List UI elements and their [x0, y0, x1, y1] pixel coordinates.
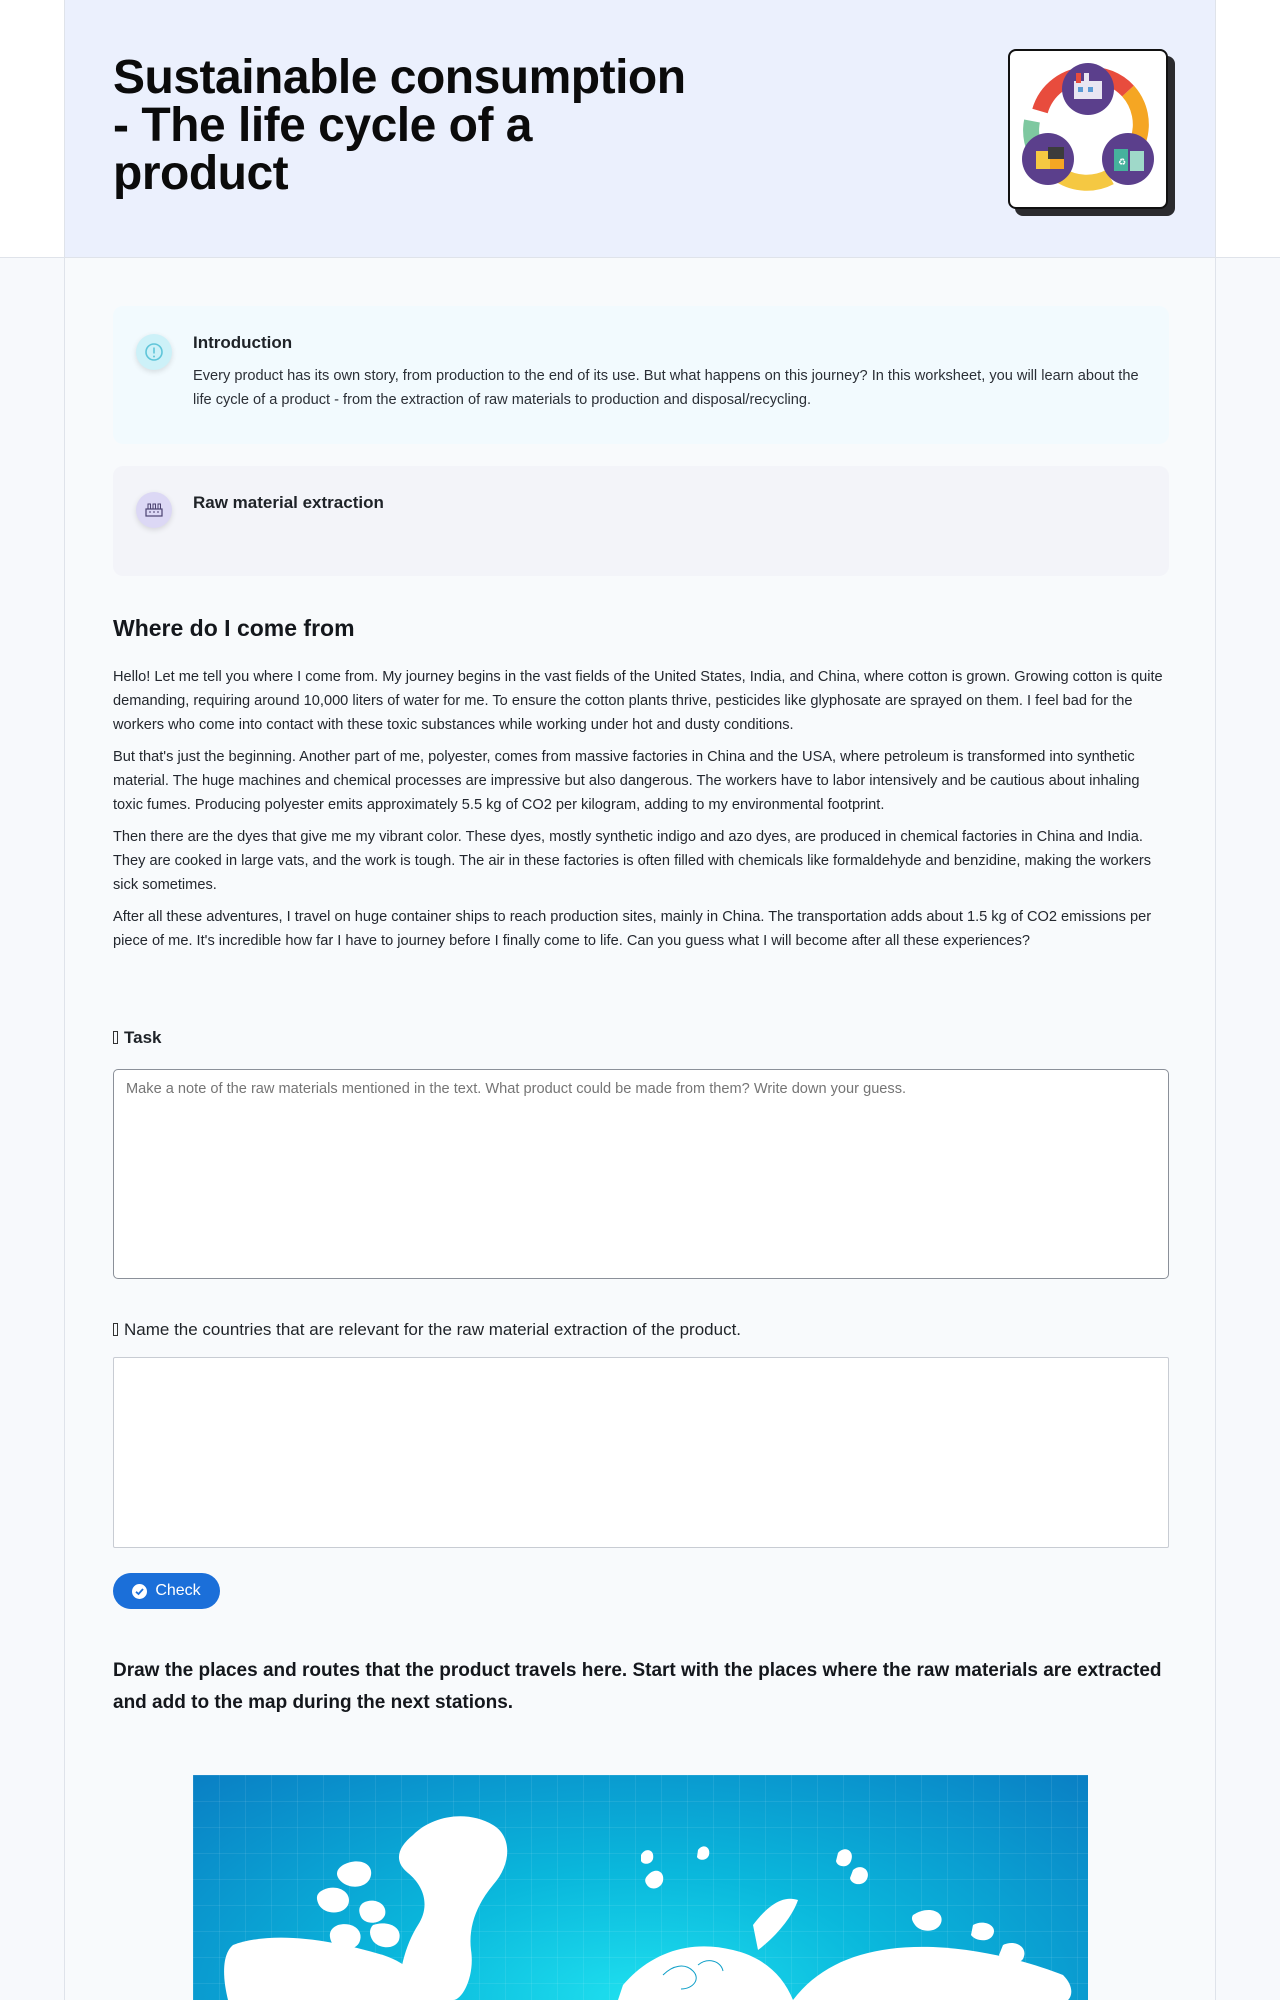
- countries-question-text: Name the countries that are relevant for the raw material extraction of the product.: [124, 1320, 742, 1339]
- story-paragraph: After all these adventures, I travel on huge container ships to reach production sites, mainly in China. The transportation adds about 1.5 kg of CO2 emissions per piece of me. It's incredible how far I have to journey before I finally come to life. Can you guess what I will become after all these experiences?: [113, 909, 1152, 949]
- story-paragraph: Hello! Let me tell you where I come from. My journey begins in the vast fields of the United States, India, and China, where cotton is grown. Growing cotton is quite demanding, requiring around 10,000 liters of water for me. To ensure the cotton plants thrive, pesticides like glyphosate are sprayed on them. I feel bad for the workers who come into contact with these toxic substances while working under hot and dusty conditions.: [113, 669, 1163, 733]
- header: [65, 0, 1215, 258]
- lifecycle-icon: [1008, 49, 1168, 209]
- introduction-text: Every product has its own story, from production to the end of its use. But what happens on this journey? In this worksheet, you will learn about the life cycle of a product - from the extraction of raw materials to production and disposal/recycling.: [193, 368, 1139, 408]
- missing-glyph-icon: [113, 1031, 118, 1044]
- task-label: [113, 1028, 162, 1048]
- raw-material-title: Raw material extraction: [193, 493, 384, 512]
- page-title: Sustainable consumption - The life cycle of a product: [113, 51, 686, 200]
- countries-question: [113, 1320, 741, 1340]
- draw-instructions: Draw the places and routes that the product travels here. Start with the places where the raw materials are extracted and add to the map during the next stations.: [113, 1660, 1162, 1713]
- countries-answer-box[interactable]: [113, 1357, 1169, 1548]
- check-button[interactable]: [113, 1573, 220, 1609]
- info-icon: [136, 334, 172, 370]
- story-text: [113, 665, 1173, 961]
- task-answer-input[interactable]: [113, 1069, 1169, 1279]
- missing-glyph-icon: [113, 1323, 118, 1336]
- introduction-card: [113, 306, 1169, 444]
- factory-icon: [136, 492, 172, 528]
- task-label-text: Task: [124, 1028, 162, 1047]
- section-heading: Where do I come from: [113, 615, 355, 641]
- world-map[interactable]: [193, 1775, 1088, 2000]
- story-paragraph: Then there are the dyes that give me my vibrant color. These dyes, mostly synthetic indigo and azo dyes, are produced in chemical factories in China and India. They are cooked in large vats, and the work is tough. The air in these factories is often filled with chemicals like formaldehyde and benzidine, making the workers sick sometimes.: [113, 829, 1152, 893]
- check-circle-icon: [132, 1584, 147, 1599]
- svg-text:♻: ♻: [1118, 158, 1127, 168]
- worksheet-page: [64, 0, 1216, 2000]
- check-button-label: Check: [155, 1582, 201, 1599]
- map-landmasses: [224, 1816, 1071, 2000]
- raw-material-card: [113, 466, 1169, 576]
- introduction-title: Introduction: [193, 333, 293, 352]
- story-paragraph: But that's just the beginning. Another part of me, polyester, comes from massive factories in China and the USA, where petroleum is transformed into synthetic material. The huge machines and chemical processes are impressive but also dangerous. The workers have to labor intensively and be cautious about inhaling toxic fumes. Producing polyester emits approximately 5.5 kg of CO2 per kilogram, adding to my environmental footprint.: [113, 749, 1140, 813]
